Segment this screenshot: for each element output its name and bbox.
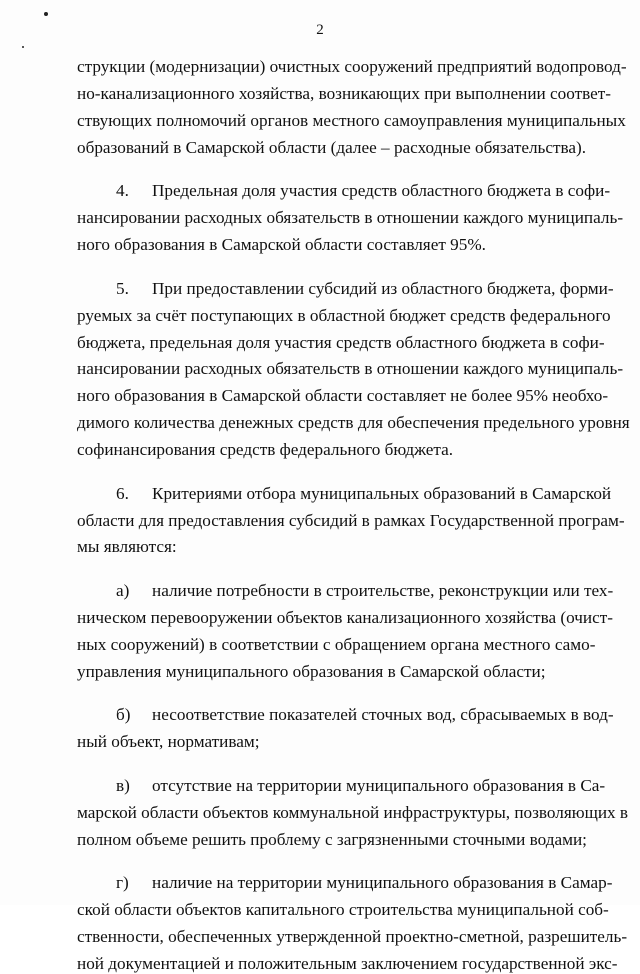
item-number: 4.: [116, 181, 129, 201]
line-text: При предоставлении субсидий из областного бюджета, форми-: [152, 278, 614, 298]
text-line: мы являются:: [77, 537, 177, 557]
line-text: наличие потребности в строительстве, реконструкции или тех-: [152, 581, 614, 600]
item-number: а): [116, 581, 130, 600]
text-line: но-канализационного хозяйства, возникающих при выполнении соответ-: [77, 83, 612, 103]
text-line: ническом перевооружении объектов канализационного хозяйства (очист-: [77, 607, 613, 627]
text-line: ных сооружений) в соответствии с обращением органа местного само-: [77, 634, 596, 654]
text-line: бюджета, предельная доля участия средств областного бюджета в софи-: [77, 332, 605, 352]
scan-speck: [44, 12, 48, 16]
line-text: наличие на территории муниципального образования в Самар-: [152, 873, 613, 893]
text-line: ственности, обеспеченных утвержденной проектно-сметной, разрешитель-: [77, 926, 628, 946]
item-number: в): [116, 775, 130, 795]
page-number: 2: [316, 22, 324, 38]
text-line: ного образования в Самарской области составляет 95%.: [77, 235, 486, 255]
line-text: Критериями отбора муниципальных образований в Самарской: [152, 483, 612, 503]
text-line: образований в Самарской области (далее – расходные обязательства).: [77, 137, 587, 157]
text-line: нансировании расходных обязательств в отношении каждого муниципаль-: [77, 208, 624, 228]
text-line: [116, 775, 606, 796]
item-number: 6.: [116, 483, 129, 503]
text-line: [116, 278, 614, 299]
text-line: софинансирования средств федерального бюджета.: [77, 440, 454, 460]
text-line: марской области объектов коммунальной инфраструктуры, позволяющих в: [77, 802, 629, 822]
text-line: [116, 483, 612, 504]
item-number: б): [116, 705, 131, 725]
text-line: ствующих полномочий органов местного самоуправления муниципальных: [77, 110, 626, 130]
text-line: [116, 181, 611, 201]
text-line: [116, 873, 613, 893]
text-line: управления муниципального образования в Самарской области;: [77, 661, 546, 681]
scan-speck: [22, 46, 24, 48]
text-line: нансировании расходных обязательств в отношении каждого муниципаль-: [77, 359, 624, 379]
item-number: 5.: [116, 278, 129, 298]
text-line: ный объект, нормативам;: [77, 732, 260, 752]
text-line: руемых за счёт поступающих в областной бюджет средств федерального: [77, 305, 611, 325]
text-line: струкции (модернизации) очистных сооружений предприятий водопровод-: [77, 57, 627, 76]
text-line: области для предоставления субсидий в рамках Государственной програм-: [77, 510, 625, 530]
text-line: ской области объектов капитального строительства муниципальной соб-: [77, 900, 609, 919]
text-line: димого количества денежных средств для обеспечения предельного уровня: [77, 413, 630, 433]
text-line: ного образования в Самарской области составляет не более 95% необхо-: [77, 386, 609, 406]
line-text: Предельная доля участия средств областного бюджета в софи-: [152, 181, 611, 201]
text-line: [116, 705, 614, 725]
text-line: ной документацией и положительным заключением государственной экс-: [77, 953, 618, 973]
line-text: несоответствие показателей сточных вод, сбрасываемых в вод-: [152, 705, 614, 725]
item-number: г): [116, 873, 129, 893]
text-line: полном объеме решить проблему с загрязненными сточными водами;: [77, 829, 587, 849]
text-line: [116, 581, 614, 601]
line-text: отсутствие на территории муниципального образования в Са-: [152, 775, 606, 795]
